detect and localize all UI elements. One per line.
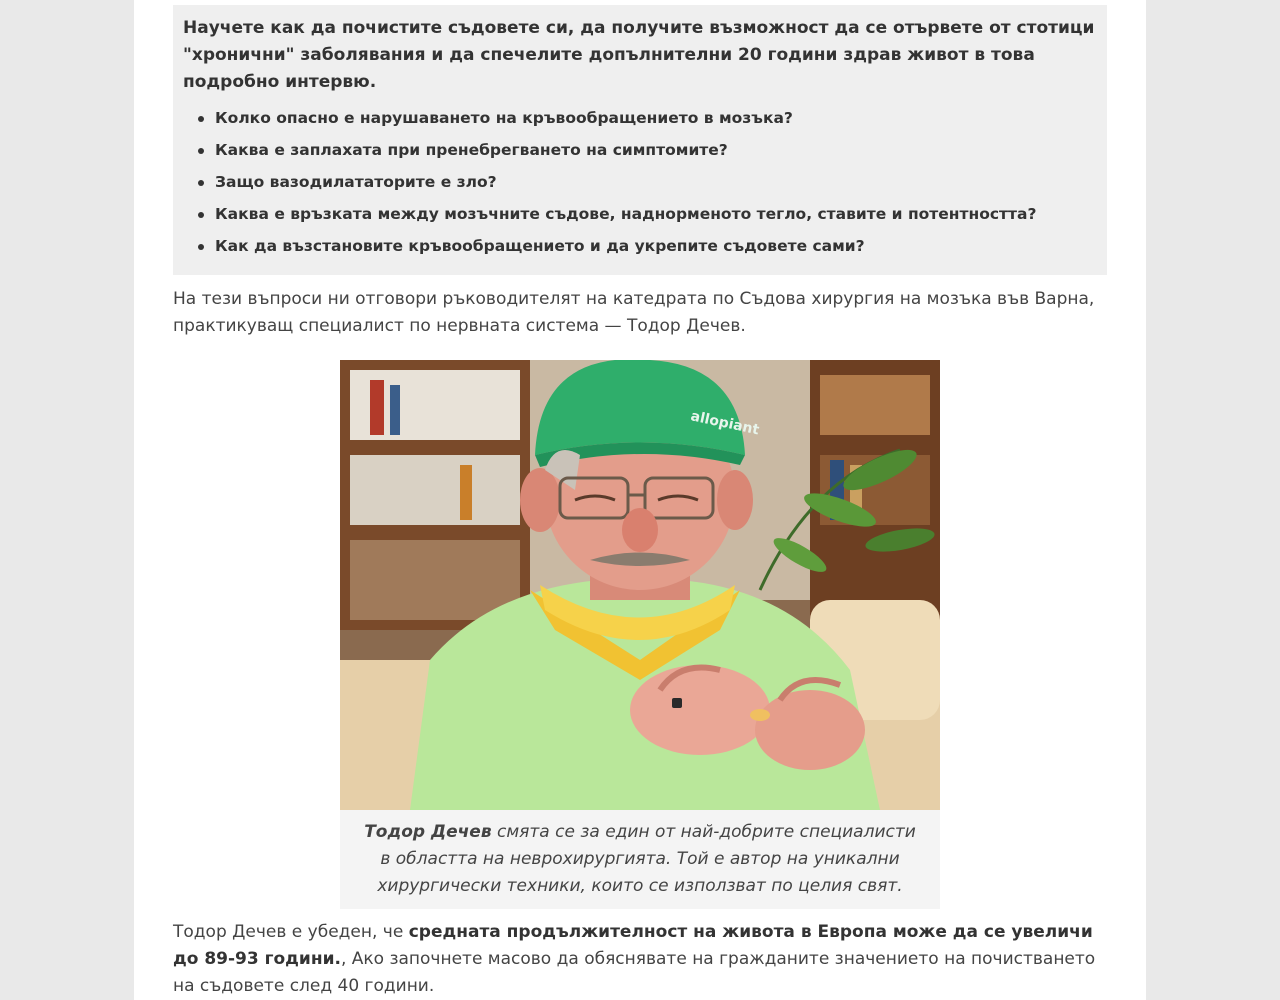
question-list (183, 102, 1097, 262)
paragraph-2-bold: средната продължителност на живота в Европа може да се увеличи до 89-93 години. (173, 922, 1093, 969)
intro-box (173, 5, 1107, 275)
figure (340, 360, 940, 909)
article-content (173, 5, 1107, 1000)
list-item: Каква е връзката между мозъчните съдове, наднорменото тегло, ставите и потентността? (215, 198, 1097, 230)
paragraph-1: На тези въпроси ни отговори ръководителят на катедрата по Съдова хирургия на мозъка във Варна, практикуващ специалист по нервната система — Тодор Дечев. (173, 289, 1095, 336)
paragraph-2-after: , Ако започнете масово да обяснявате на гражданите значението на почистването на съдовете след 40 години. (173, 949, 1096, 996)
list-item: Защо вазодилататорите е зло? (215, 166, 1097, 198)
list-item: Каква е заплахата при пренебрегването на симптомите? (215, 134, 1097, 166)
paragraph-2 (173, 919, 1107, 1000)
figure-caption (340, 810, 940, 909)
list-item: Как да възстановите кръвообращението и да укрепите съдовете сами? (215, 230, 1097, 262)
paragraph-2-before: Тодор Дечев е убеден, че (173, 922, 409, 942)
doctor-photo (340, 360, 940, 810)
caption-text: смята се за един от най-добрите специалисти в областта на неврохирургията. Той е автор на уникални хирургически техники, които се използват по целия свят. (377, 822, 916, 896)
intro-lead: Научете как да почистите съдовете си, да получите възможност да се отървете от стотици "хронични" заболявания и да спечелите допълнителни 20 години здрав живот в това подробно интервю. (183, 18, 1095, 92)
cap-logo: allopiant (689, 408, 761, 439)
caption-name: Тодор Дечев (364, 822, 492, 842)
article-page (134, 0, 1146, 1000)
list-item: Колко опасно е нарушаването на кръвообращението в мозъка? (215, 102, 1097, 134)
